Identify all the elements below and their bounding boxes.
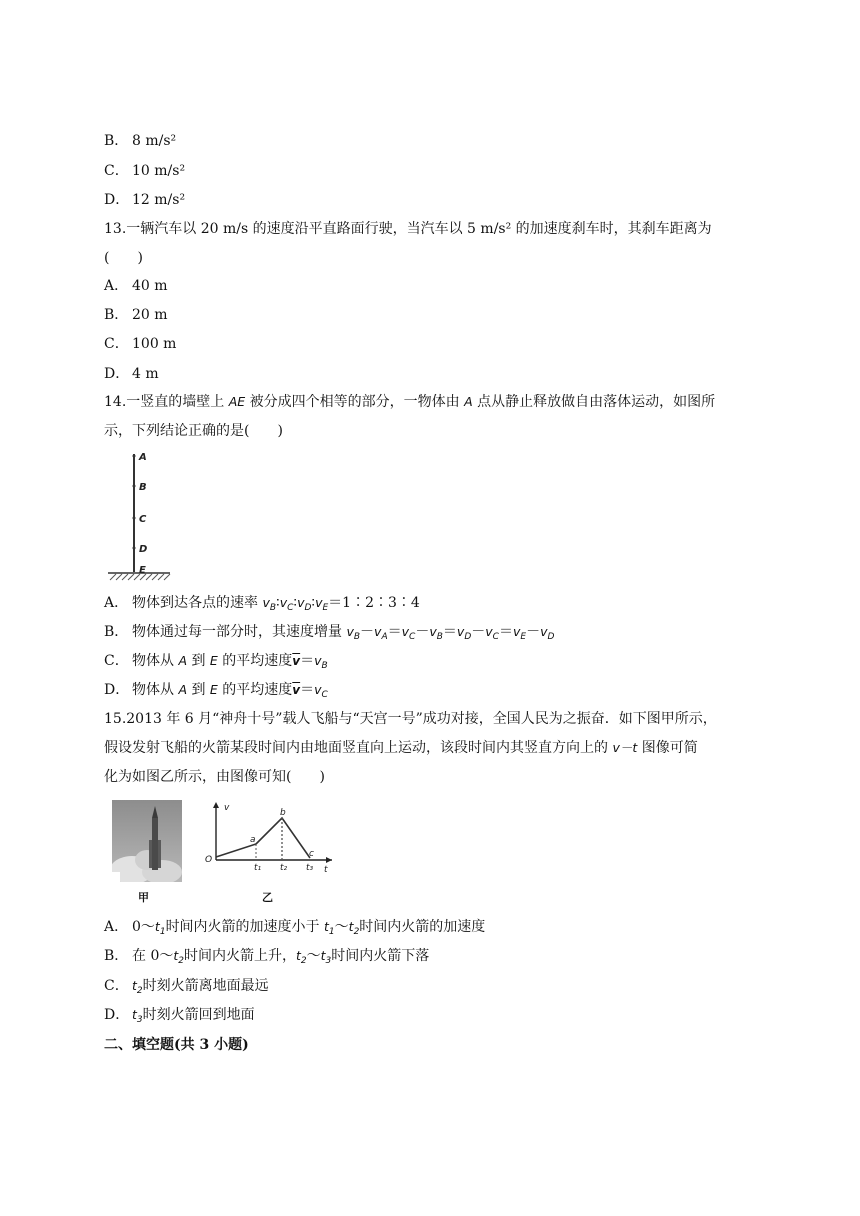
q15-stem-cont: 假设发射飞船的火箭某段时间内由地面竖直向上运动，该段时间内其竖直方向上的 v－t 图像可简 <box>104 740 698 756</box>
q15-option-c: C． $t_2$时刻火箭离地面最远 <box>104 978 269 996</box>
q14-stem-cont: 示，下列结论正确的是( ) <box>104 423 283 439</box>
label-e: E <box>139 565 146 576</box>
q15-option-d: D． $t_3$时刻火箭回到地面 <box>104 1007 255 1025</box>
q13-option-b: B． 20 m <box>104 307 168 323</box>
point-c-label: c <box>309 849 314 859</box>
q15-option-b: B． 在 $0\sim t_2$时间内火箭上升，$t_2\sim t_3$时间内火箭下落 <box>104 948 430 966</box>
label-b: B <box>139 482 147 493</box>
point-a-label: a <box>250 835 256 845</box>
q12-option-d: D． 12 m/s² <box>104 192 186 208</box>
t-axis-label: t <box>324 865 328 875</box>
label-a: A <box>139 452 147 463</box>
q15-stem-cont-2: 化为如图乙所示，由图像可知( ) <box>104 769 325 785</box>
q13-option-d: D． 4 m <box>104 366 159 382</box>
q14-stem: 14.一竖直的墙壁上 AE 被分成四个相等的部分，一物体由 A 点从静止释放做自由落体运动，如图所 <box>104 394 716 410</box>
q14-option-d: D． 物体从 A 到 E 的平均速度$\overline{v}=v_C$ <box>104 682 328 700</box>
fig-yi-caption: 乙 <box>262 891 273 904</box>
q12-option-b: B． 8 m/s² <box>104 133 177 149</box>
rocket-photo <box>112 800 182 882</box>
vt-graph <box>200 798 336 884</box>
v-axis-label: v <box>224 803 230 813</box>
q13-stem-cont: ( ) <box>104 250 143 266</box>
fig-jia-caption: 甲 <box>138 891 149 904</box>
q14-option-b: B． 物体通过每一部分时，其速度增量 $v_B-v_A=v_C-v_B=v_D-v_C=v_E-v_D$ <box>104 624 555 642</box>
q13-stem: 13.一辆汽车以 20 m/s 的速度沿平直路面行驶，当汽车以 5 m/s² 的加速度刹车时，其刹车距离为 <box>104 221 712 237</box>
point-b-label: b <box>280 808 286 818</box>
q15-stem: 15.2013 年 6 月“神舟十号”载人飞船与“天宫一号”成功对接，全国人民为之振奋．如下图甲所示， <box>104 711 717 727</box>
q14-option-a: A． 物体到达各点的速率 $v_B∶v_C∶v_D∶v_E=1∶2∶3∶4$ <box>104 595 420 613</box>
t3-label: t₃ <box>306 863 314 873</box>
q13-option-c: C． 100 m <box>104 336 177 352</box>
label-c: C <box>139 514 147 525</box>
q14-wall-figure <box>104 448 174 584</box>
origin-label: O <box>205 855 213 865</box>
label-d: D <box>139 544 148 555</box>
t2-label: t₂ <box>280 863 288 873</box>
q13-option-a: A． 40 m <box>104 278 168 294</box>
q12-option-c: C． 10 m/s² <box>104 163 186 179</box>
q14-option-c: C． 物体从 A 到 E 的平均速度$\overline{v}=v_B$ <box>104 653 328 671</box>
section-2-heading: 二、填空题(共 3 小题) <box>104 1037 249 1053</box>
t1-label: t₁ <box>254 863 262 873</box>
q15-option-a: A． $0\sim t_1$时间内火箭的加速度小于 $t_1\sim t_2$时间内火箭的加速度 <box>104 919 486 937</box>
